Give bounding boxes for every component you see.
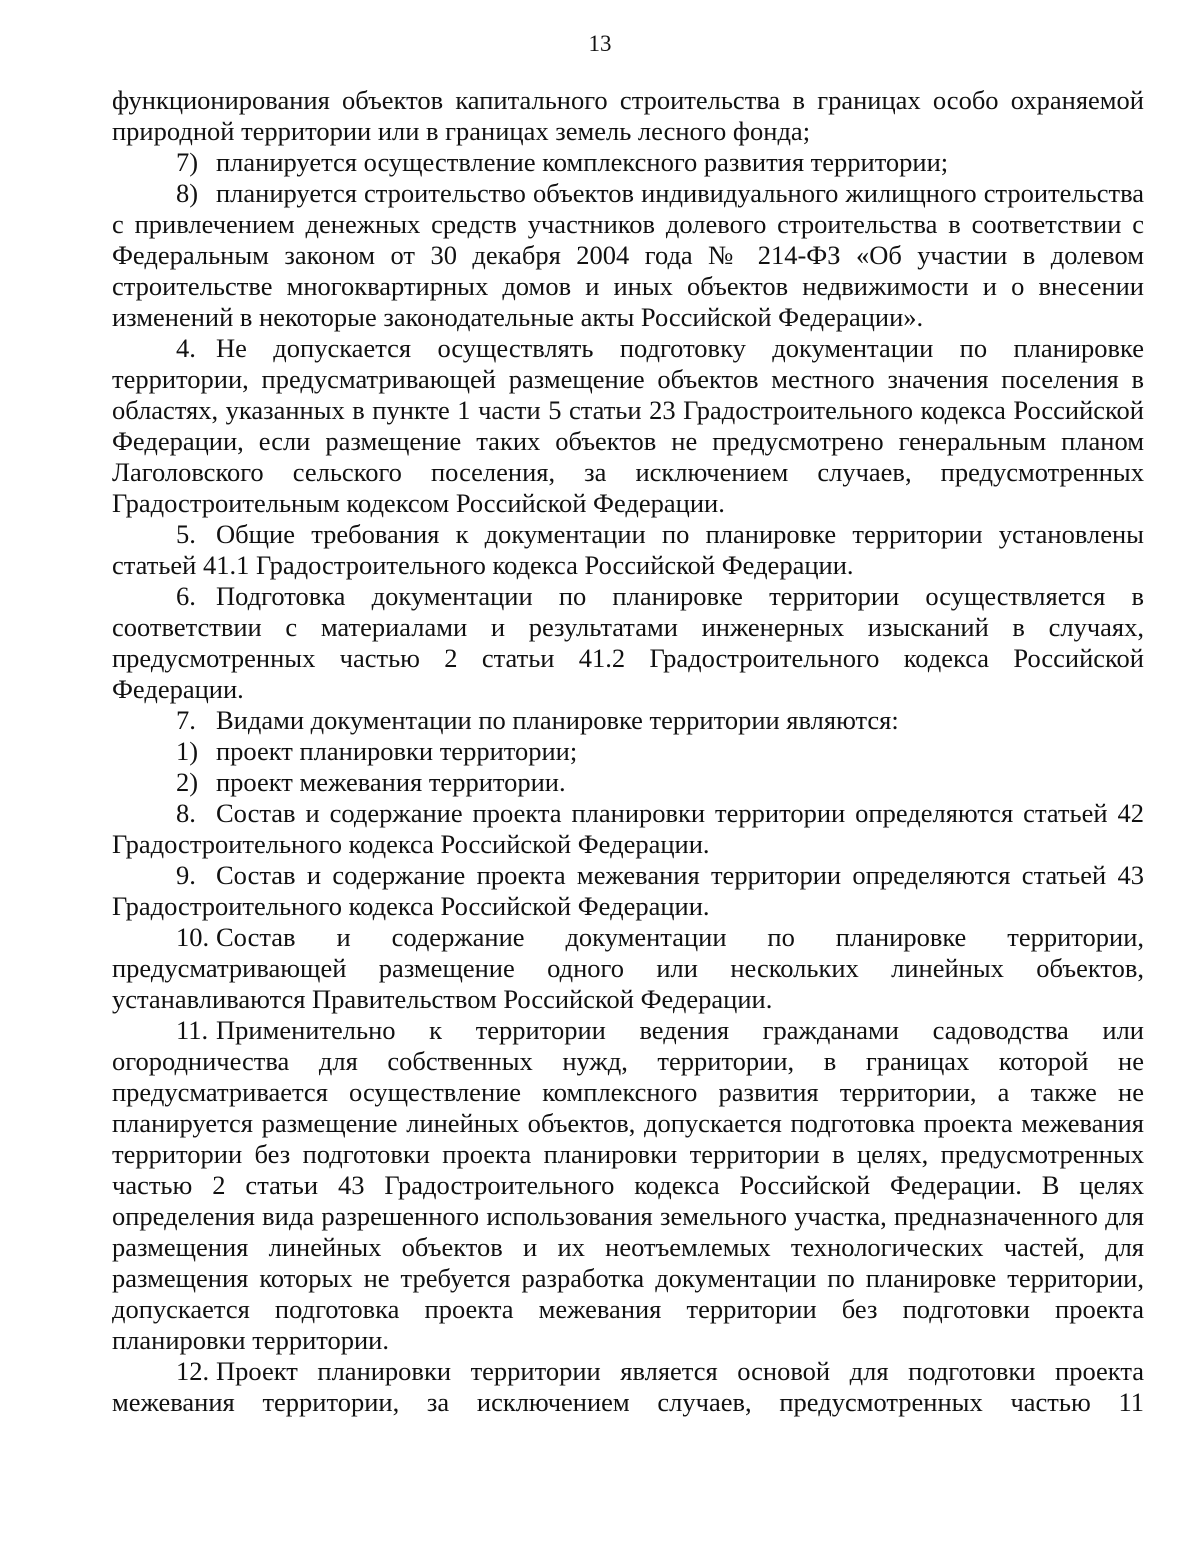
clause-8 <box>112 798 1144 860</box>
clause-number: 11. <box>176 1015 209 1045</box>
clause-text: Видами документации по планировке территории являются: <box>216 705 899 735</box>
list-item-7 <box>112 147 1144 178</box>
list-item-number: 2) <box>176 767 199 797</box>
clause-text: Применительно к территории ведения гражданами садоводства или огородничества для собственных нужд, территории, в границах которой не предусматривается осуществление комплексного развития территории, а также не планируется размещение линейных объектов, допускается подготовка проекта межевания территории без подготовки проекта планировки территории в целях, предусмотренных частью 2 статьи 43 Градостроительного кодекса Российской Федерации. В целях определения вида разрешенного использования земельного участка, предназначенного для размещения линейных объектов и их неотъемлемых технологических частей, для размещения которых не требуется разработка документации по планировке территории, допускается подготовка проекта межевания территории без подготовки проекта планировки территории. <box>112 1015 1144 1355</box>
page-number: 13 <box>588 31 612 56</box>
document-body <box>112 85 1144 1418</box>
list-item-8 <box>112 178 1144 333</box>
clause-number: 4. <box>176 333 196 363</box>
paragraph-text: функционирования объектов капитального строительства в границах особо охраняемой природной территории или в границах земель лесного фонда; <box>112 85 1144 146</box>
clause-text: Состав и содержание проекта планировки территории определяются статьей 42 Градостроительного кодекса Российской Федерации. <box>112 798 1144 859</box>
clause-number: 6. <box>176 581 196 611</box>
clause-number: 7. <box>176 705 196 735</box>
clause-5 <box>112 519 1144 581</box>
clause-text: Проект планировки территории является основой для подготовки проекта межевания территории, за исключением случаев, предусмотренных частью 11 <box>112 1356 1144 1417</box>
clause-text: Подготовка документации по планировке территории осуществляется в соответствии с материалами и результатами инженерных изысканий в случаях, предусмотренных частью 2 статьи 41.2 Градостроительного кодекса Российской Федерации. <box>112 581 1144 704</box>
clause-9 <box>112 860 1144 922</box>
clause-12 <box>112 1356 1144 1418</box>
clause-text: Состав и содержание документации по планировке территории, предусматривающей размещение одного или нескольких линейных объектов, устанавливаются Правительством Российской Федерации. <box>112 922 1144 1014</box>
clause-text: Не допускается осуществлять подготовку документации по планировке территории, предусматривающей размещение объектов местного значения поселения в областях, указанных в пункте 1 части 5 статьи 23 Градостроительного кодекса Российской Федерации, если размещение таких объектов не предусмотрено генеральным планом Лаголовского сельского поселения, за исключением случаев, предусмотренных Градостроительным кодексом Российской Федерации. <box>112 333 1144 518</box>
clause-10 <box>112 922 1144 1015</box>
clause-6 <box>112 581 1144 705</box>
list-item-text: планируется строительство объектов индивидуального жилищного строительства с привлечением денежных средств участников долевого строительства в соответствии с Федеральным законом от 30 декабря 2004 года № 214-ФЗ «Об участии в долевом строительстве многоквартирных домов и иных объектов недвижимости и о внесении изменений в некоторые законодательные акты Российской Федерации». <box>112 178 1144 332</box>
clause-number: 10. <box>176 922 210 952</box>
list-item-1 <box>112 736 1144 767</box>
list-item-2 <box>112 767 1144 798</box>
list-item-text: проект межевания территории. <box>216 767 566 797</box>
clause-11 <box>112 1015 1144 1356</box>
clause-number: 8. <box>176 798 196 828</box>
clause-text: Состав и содержание проекта межевания территории определяются статьей 43 Градостроительного кодекса Российской Федерации. <box>112 860 1144 921</box>
clause-number: 9. <box>176 860 196 890</box>
list-item-number: 1) <box>176 736 199 766</box>
clause-4 <box>112 333 1144 519</box>
clause-number: 12. <box>176 1356 210 1386</box>
list-item-text: проект планировки территории; <box>216 736 578 766</box>
list-item-number: 7) <box>176 147 199 177</box>
clause-7 <box>112 705 1144 736</box>
list-item-number: 8) <box>176 178 199 208</box>
list-item-text: планируется осуществление комплексного развития территории; <box>216 147 949 177</box>
clause-text: Общие требования к документации по планировке территории установлены статьей 41.1 Градостроительного кодекса Российской Федерации. <box>112 519 1144 580</box>
clause-number: 5. <box>176 519 196 549</box>
paragraph-continuation <box>112 85 1144 147</box>
